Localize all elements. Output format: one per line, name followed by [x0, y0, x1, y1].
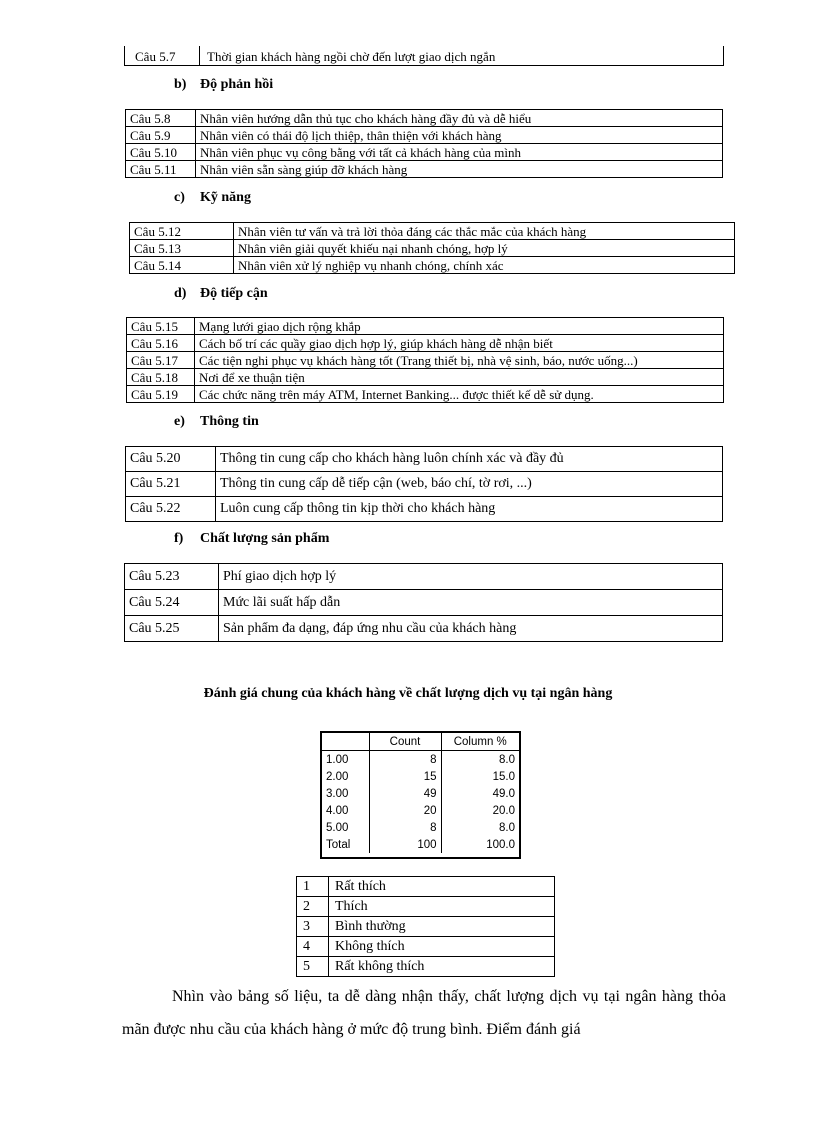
table-row: Câu 5.21 Thông tin cung cấp dễ tiếp cận (web, báo chí, tờ rơi, ...)	[126, 472, 723, 497]
table-row: Câu 5.24 Mức lãi suất hấp dẫn	[125, 590, 723, 616]
table-row: Total 100 100.0	[322, 836, 519, 853]
question-table-e	[125, 446, 723, 522]
section-heading-f: f) Chất lượng sản phẩm	[174, 531, 330, 546]
section-heading-c: c) Kỹ năng	[174, 190, 251, 205]
table-row: Câu 5.19 Các chức năng trên máy ATM, Internet Banking... được thiết kế dễ sử dụng.	[127, 386, 724, 403]
table-row: Câu 5.10 Nhân viên phục vụ công bằng với tất cả khách hàng của mình	[126, 144, 723, 161]
row-code: Câu 5.7	[135, 49, 176, 64]
table-row: 4.00 20 20.0	[322, 802, 519, 819]
table-row: Câu 5.18 Nơi để xe thuận tiện	[127, 369, 724, 386]
frequency-table	[320, 731, 521, 859]
question-table-f	[124, 563, 723, 642]
section-heading-b: b) Độ phản hồi	[174, 77, 274, 92]
table-row: 4 Không thích	[297, 937, 555, 957]
row-text: Thời gian khách hàng ngồi chờ đến lượt giao dịch ngắn	[207, 49, 496, 64]
table-row: Câu 5.12 Nhân viên tư vấn và trả lời thỏa đáng các thắc mắc của khách hàng	[130, 223, 735, 240]
question-table-b	[125, 109, 723, 178]
table-row: Câu 5.22 Luôn cung cấp thông tin kịp thời cho khách hàng	[126, 497, 723, 522]
table-row: Câu 5.8 Nhân viên hướng dẫn thủ tục cho khách hàng đầy đủ và dễ hiểu	[126, 110, 723, 127]
table-row: Câu 5.13 Nhân viên giải quyết khiếu nại nhanh chóng, hợp lý	[130, 240, 735, 257]
table-row: 2.00 15 15.0	[322, 768, 519, 785]
rating-legend	[296, 876, 555, 977]
table-row: 3.00 49 49.0	[322, 785, 519, 802]
table-row: 1 Rất thích	[297, 877, 555, 897]
question-table-d	[126, 317, 724, 403]
table-row: 5.00 8 8.0	[322, 819, 519, 836]
table-row: Câu 5.9 Nhân viên có thái độ lịch thiệp, thân thiện với khách hàng	[126, 127, 723, 144]
table-row: Câu 5.16 Cách bố trí các quầy giao dịch hợp lý, giúp khách hàng dễ nhận biết	[127, 335, 724, 352]
table-row: Câu 5.20 Thông tin cung cấp cho khách hàng luôn chính xác và đầy đủ	[126, 447, 723, 472]
table-row: 3 Bình thường	[297, 917, 555, 937]
top-row	[124, 46, 724, 66]
section-heading-e: e) Thông tin	[174, 414, 259, 429]
table-row: Câu 5.15 Mạng lưới giao dịch rộng khắp	[127, 318, 724, 335]
table-row: Câu 5.11 Nhân viên sẵn sàng giúp đỡ khách hàng	[126, 161, 723, 178]
table-row: Câu 5.23 Phí giao dịch hợp lý	[125, 564, 723, 590]
question-table-c	[129, 222, 735, 274]
body-paragraph: Nhìn vào bảng số liệu, ta dễ dàng nhận thấy, chất lượng dịch vụ tại ngân hàng thỏa mãn được nhu cầu của khách hàng ở mức độ trung bình. Điểm đánh giá	[122, 988, 726, 1038]
table-row: Câu 5.14 Nhân viên xử lý nghiệp vụ nhanh chóng, chính xác	[130, 257, 735, 274]
table-header-row: Count Column %	[322, 733, 519, 751]
summary-title: Đánh giá chung của khách hàng về chất lượng dịch vụ tại ngân hàng	[203, 686, 613, 701]
table-row: 5 Rất không thích	[297, 957, 555, 977]
table-row: 1.00 8 8.0	[322, 751, 519, 769]
table-row: Câu 5.17 Các tiện nghi phục vụ khách hàng tốt (Trang thiết bị, nhà vệ sinh, báo, nước uống...)	[127, 352, 724, 369]
table-row: 2 Thích	[297, 897, 555, 917]
row-divider	[199, 46, 200, 65]
table-row: Câu 5.25 Sản phẩm đa dạng, đáp ứng nhu cầu của khách hàng	[125, 616, 723, 642]
section-heading-d: d) Độ tiếp cận	[174, 286, 268, 301]
